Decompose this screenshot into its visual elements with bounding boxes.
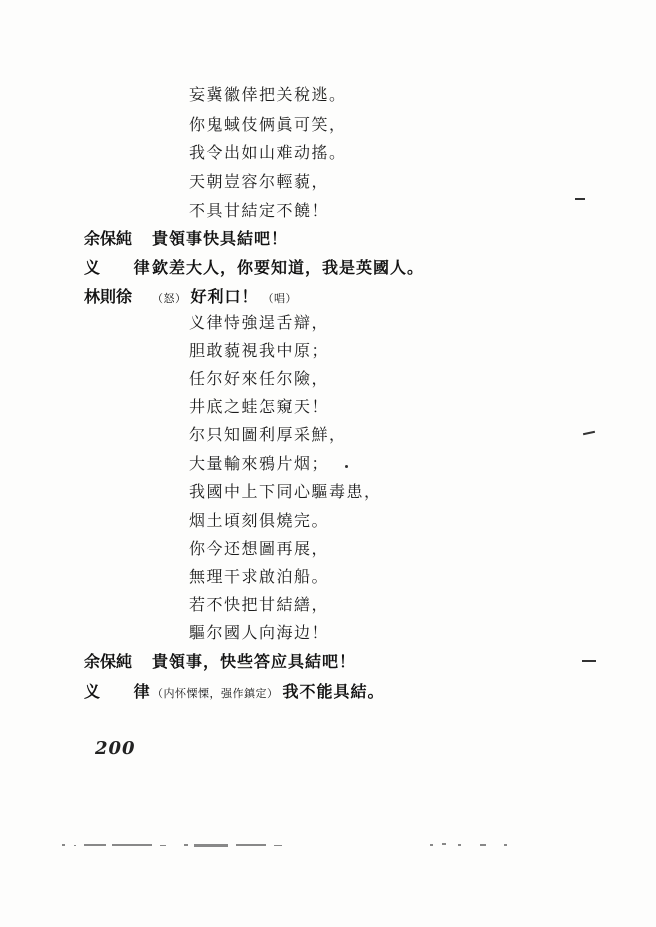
verse-line: 大量輸來鴉片烟；: [189, 454, 330, 473]
speaker-name: 余保純: [84, 229, 133, 248]
verse-line: 胆敢藐視我中原；: [189, 341, 330, 360]
scan-mark: [575, 198, 585, 200]
verse-line: 無理干求啟泊船。: [189, 567, 330, 586]
dialogue-text: 好利口！: [190, 287, 259, 306]
scan-noise-strip: [60, 838, 530, 852]
verse-line: 任尔好來任尔險，: [189, 369, 330, 388]
speaker-name: 余保純: [84, 652, 133, 671]
verse-line: 我國中上下同心驅毒患，: [189, 482, 382, 501]
verse-line: 我令出如山难动搖。: [189, 143, 347, 162]
page-number: 200: [95, 738, 136, 759]
dialogue-text: 貴領事，快些答应具結吧！: [152, 652, 357, 671]
verse-line: 井底之蛙怎窺天！: [189, 397, 330, 416]
speaker-name: 义 律: [84, 682, 164, 701]
scan-mark: [583, 431, 595, 435]
stage-direction: （怒）: [152, 292, 187, 305]
dialogue-text-group: [152, 287, 301, 309]
dialogue-text-group: [152, 682, 385, 704]
dialogue-text: 我不能具結。: [282, 682, 385, 701]
speaker-name: 义 律: [84, 258, 164, 277]
scan-dot: [345, 465, 348, 468]
verse-line: 烟土頃刻俱燒完。: [189, 511, 330, 530]
verse-line: 驅尔國人向海边！: [189, 623, 330, 642]
stage-direction: （内怀慄慄，强作鎮定）: [152, 687, 279, 700]
stage-direction: （唱）: [262, 292, 298, 305]
dialogue-text: 欽差大人，你要知道，我是英國人。: [152, 258, 425, 277]
verse-line: 若不快把甘結繕，: [189, 595, 330, 614]
scan-mark: [582, 660, 596, 662]
verse-line: 不具甘結定不饒！: [189, 201, 330, 220]
verse-line: 你今还想圖再展，: [189, 539, 330, 558]
verse-line: 义律恃強逞舌辯，: [189, 313, 330, 332]
speaker-name: 林則徐: [84, 287, 133, 306]
verse-line: 你鬼蜮伎俩眞可笑，: [189, 115, 347, 134]
verse-line: 妄冀徽倖把关稅逃。: [189, 85, 347, 104]
verse-line: 天朝豈容尔輕藐，: [189, 172, 330, 191]
dialogue-text: 貴領事快具結吧！: [152, 229, 289, 248]
verse-line: 尔只知圖利厚采鮮，: [189, 425, 347, 444]
